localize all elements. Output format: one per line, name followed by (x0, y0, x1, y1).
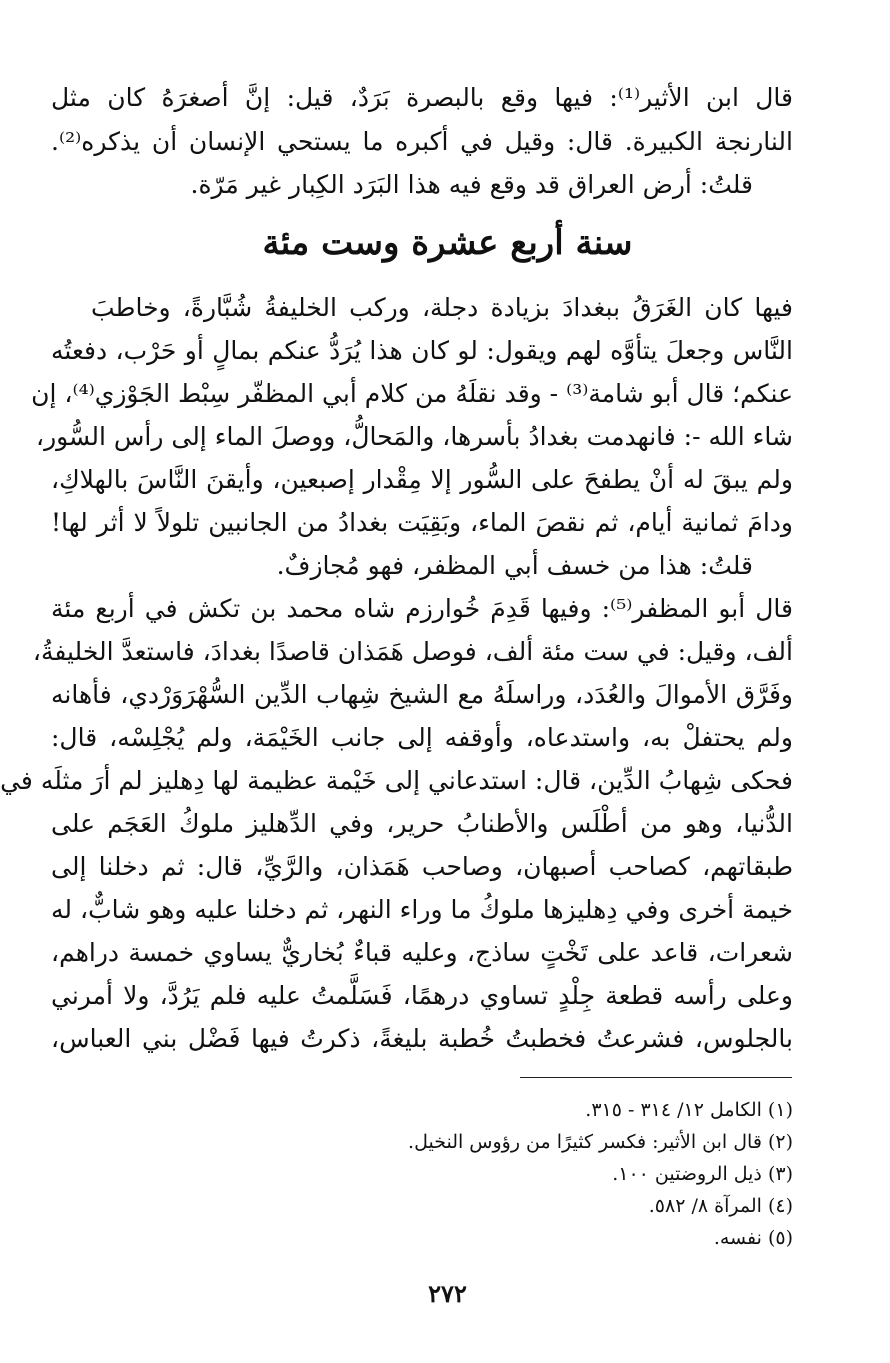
body-line-17: وعلى رأسه قطعة جِلْدٍ تساوي درهمًا، فَسَلَّمتُ عليه فلم يَرُدَّ، ولا أمرني (51, 981, 793, 1010)
body-line-4: شاء الله -: فانهدمت بغدادُ بأسرها، والمَحالُّ، ووصلَ الماء إلى رأس السُّور، (36, 422, 793, 451)
body-line-3: عنكم؛ قال أبو شامة⁽³⁾ - وقد نقلَهُ من كلام أبي المظفّر سِبْط الجَوْزي⁽⁴⁾، إن (31, 379, 793, 408)
body-line-18: بالجلوس، فشرعتُ فخطبتُ خُطبة بليغةً، ذكرتُ فيها فَضْل بني العباس، (51, 1024, 793, 1053)
body-line-13: الدُّنيا، وهو من أطْلَس والأطنابُ حرير، وفي الدِّهليز ملوكُ العَجَم على (51, 809, 794, 838)
body-line-5: ولم يبقَ له أنْ يطفحَ على السُّور إلا مِقْدار إصبعين، وأيقنَ النَّاسَ بالهلاكِ، (51, 465, 793, 494)
body-line-11: ولم يحتفلْ به، واستدعاه، وأوقفه إلى جانب الخَيْمَة، ولم يُجْلِسْه، قال: (51, 723, 793, 752)
body-line-9: ألف، وقيل: في ست مئة ألف، فوصل هَمَذان قاصدًا بغدادَ، فاستعدَّ الخليفةُ، (32, 637, 793, 666)
body-line-16: شعرات، قاعد على تَخْتٍ ساذج، وعليه قباءٌ بُخاريٌّ يساوي خمسة دراهم، (51, 938, 793, 967)
footnote-2: (٢) قال ابن الأثير: فكسر كثيرًا من رؤوس النخيل. (408, 1131, 793, 1153)
body-line-6: ودامَ ثمانية أيام، ثم نقصَ الماء، وبَقِيَت بغدادُ من الجانبين تلولاً لا أثر لها! (51, 508, 793, 537)
body-line-7: قلتُ: هذا من خسف أبي المظفر، فهو مُجازفٌ. (276, 551, 753, 580)
footnote-3: (٣) ذيل الروضتين ١٠٠. (612, 1163, 793, 1185)
page-number: ٢٧٢ (428, 1279, 467, 1308)
footnote-1: (١) الكامل ١٢/ ٣١٤ - ٣١٥. (585, 1099, 793, 1121)
text-line-2: النارنجة الكبيرة. قال: وقيل في أكبره ما يستحي الإنسان أن يذكره⁽²⁾. (51, 127, 793, 156)
body-line-15: خيمة أخرى وفي دِهليزها ملوكُ ما وراء النهر، ثم دخلنا عليه وهو شابٌّ، له (51, 895, 793, 924)
text-line-1: قال ابن الأثير⁽¹⁾: فيها وقع بالبصرة بَرَدٌ، قيل: إنَّ أصغرَهُ كان مثل (51, 83, 794, 112)
body-line-8: قال أبو المظفر⁽⁵⁾: وفيها قَدِمَ خُوارزم شاه محمد بن تكش في أربع مئة (51, 594, 793, 623)
body-line-10: وفَرَّق الأموالَ والعُدَد، وراسلَهُ مع الشيخ شِهاب الدِّين السُّهْرَوَرْدي، فأهانه (51, 680, 793, 709)
text-line-3: قلتُ: أرض العراق قد وقع فيه هذا البَرَد الكِبار غير مَرّة. (190, 170, 753, 199)
footnote-separator (520, 1077, 792, 1078)
body-line-2: النَّاس وجعلَ يتأوَّه لهم ويقول: لو كان هذا يُرَدُّ عنكم بمالٍ أو حَرْب، دفعتُه (51, 336, 793, 365)
footnote-4: (٤) المرآة ٨/ ٥٨٢. (648, 1195, 793, 1217)
body-line-12: فحكى شِهابُ الدِّين، قال: استدعاني إلى خَيْمة عظيمة لها دِهليز لم أرَ مثلَه في (0, 766, 793, 795)
section-heading: سنة أربع عشرة وست مئة (262, 223, 633, 263)
body-line-1: فيها كان الغَرَقُ ببغدادَ بزيادة دجلة، وركب الخليفةُ شُبَّارةً، وخاطبَ (91, 293, 793, 322)
footnote-5: (٥) نفسه. (713, 1227, 793, 1249)
body-line-14: طبقاتهم، كصاحب أصبهان، وصاحب هَمَذان، والرَّيِّ، قال: ثم دخلنا إلى (51, 852, 793, 881)
